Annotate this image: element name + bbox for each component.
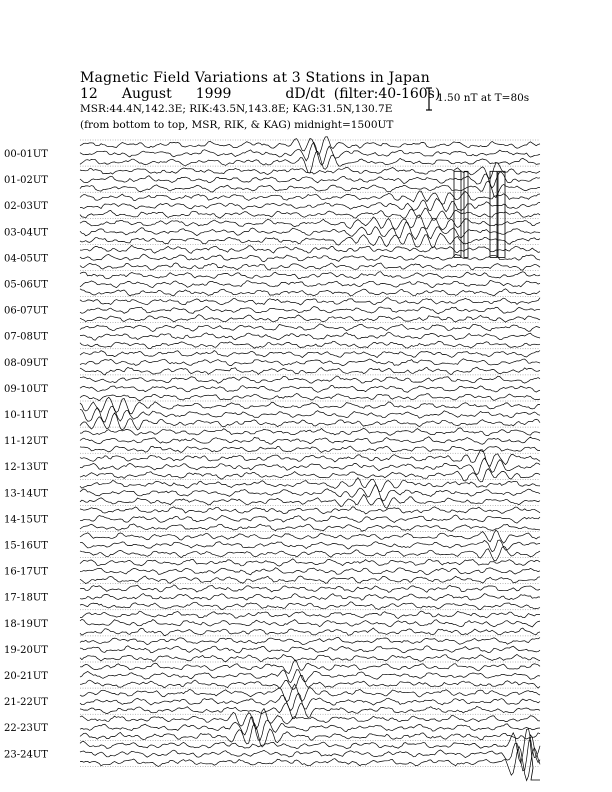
- date-day: 12: [80, 86, 98, 102]
- station-trace: [80, 324, 540, 332]
- station-trace: [80, 341, 540, 349]
- station-trace: [80, 280, 540, 287]
- station-trace: [80, 469, 540, 482]
- hour-label: 05-06UT: [4, 279, 48, 291]
- station-trace: [80, 397, 540, 414]
- station-trace: [80, 450, 540, 467]
- station-trace: [80, 576, 540, 584]
- station-trace: [80, 376, 540, 383]
- station-trace: [80, 163, 540, 179]
- station-trace: [80, 437, 540, 445]
- hour-label: 20-21UT: [4, 671, 48, 682]
- hour-label: 08-09UT: [4, 357, 48, 369]
- station-trace: [80, 628, 540, 636]
- hour-label: 10-11UT: [4, 410, 48, 421]
- station-trace: [80, 746, 540, 780]
- station-trace: [80, 530, 540, 543]
- station-trace: [80, 306, 540, 314]
- scale-bar-label: 1.50 nT at T=80s: [437, 92, 530, 104]
- station-trace: [80, 263, 540, 270]
- station-trace: [80, 446, 540, 452]
- station-trace: [80, 198, 540, 211]
- station-trace: [80, 654, 540, 661]
- station-traces: [80, 137, 540, 781]
- station-trace: [80, 693, 540, 711]
- station-trace: [80, 172, 540, 188]
- hour-label: 03-04UT: [4, 227, 48, 239]
- hour-label: 18-19UT: [4, 618, 48, 630]
- station-trace: [80, 611, 540, 619]
- date-month: August: [121, 86, 172, 102]
- station-trace: [80, 332, 540, 340]
- station-trace: [80, 568, 540, 575]
- station-trace: [80, 315, 540, 322]
- filter-label: (filter:40-160s): [333, 86, 441, 102]
- station-trace: [80, 386, 540, 393]
- stations-info: MSR:44.4N,142.3E; RIK:43.5N,143.8E; KAG:31.5N,130.7E: [80, 103, 393, 115]
- station-trace: [80, 359, 540, 366]
- station-trace: [80, 646, 540, 653]
- station-trace: [80, 191, 540, 204]
- date-year: 1999: [195, 86, 232, 102]
- hour-label: 04-05UT: [4, 253, 48, 265]
- station-trace: [80, 254, 540, 262]
- station-trace: [80, 703, 540, 719]
- station-trace: [80, 215, 540, 230]
- station-trace: [80, 524, 540, 531]
- station-trace: [80, 602, 540, 610]
- hour-label: 12-13UT: [4, 462, 48, 474]
- hour-labels: [4, 149, 48, 760]
- station-trace: [80, 585, 540, 593]
- hour-grid: [80, 140, 540, 766]
- station-trace: [80, 137, 540, 155]
- hour-label: 22-23UT: [4, 723, 48, 735]
- station-trace: [80, 406, 540, 422]
- hour-label: 01-02UT: [4, 175, 48, 187]
- hour-label: 09-10UT: [4, 383, 48, 395]
- station-trace: [80, 351, 540, 358]
- station-trace: [80, 638, 540, 645]
- hour-label: 07-08UT: [4, 331, 48, 343]
- station-trace: [80, 594, 540, 601]
- station-trace: [80, 298, 540, 305]
- hour-label: 17-18UT: [4, 592, 48, 604]
- station-trace: [80, 540, 540, 552]
- station-trace: [80, 684, 540, 701]
- component-label: dD/dt: [285, 86, 325, 102]
- hour-label: 15-16UT: [4, 540, 48, 552]
- station-trace: [80, 428, 540, 436]
- hour-label: 23-24UT: [4, 749, 48, 761]
- station-trace: [80, 717, 540, 740]
- hour-label: 06-07UT: [4, 305, 48, 317]
- station-trace: [80, 559, 540, 566]
- station-trace: [80, 485, 540, 501]
- hour-label: 19-20UT: [4, 644, 48, 656]
- station-trace: [80, 507, 540, 514]
- station-trace: [80, 151, 540, 173]
- hour-label: 13-14UT: [4, 488, 48, 500]
- station-trace: [80, 495, 540, 509]
- hour-label: 14-15UT: [4, 514, 48, 526]
- station-trace: [80, 222, 540, 239]
- spike-box: [464, 171, 468, 257]
- hour-label: 00-01UT: [4, 149, 48, 160]
- hour-label: 11-12UT: [4, 436, 48, 448]
- hour-label: 02-03UT: [4, 201, 48, 213]
- station-trace: [80, 272, 540, 279]
- station-trace: [80, 670, 540, 683]
- hour-label: 21-22UT: [4, 697, 48, 709]
- station-trace: [80, 245, 540, 253]
- order-note: (from bottom to top, MSR, RIK, & KAG) midnight=1500UT: [80, 119, 394, 131]
- station-trace: [80, 619, 540, 627]
- station-trace: [80, 367, 540, 375]
- station-trace: [80, 394, 540, 401]
- station-trace: [80, 478, 540, 492]
- station-trace: [80, 729, 540, 763]
- station-trace: [80, 546, 540, 561]
- station-trace: [80, 515, 540, 523]
- hour-label: 16-17UT: [4, 566, 48, 578]
- station-trace: [80, 289, 540, 296]
- chart-title: Magnetic Field Variations at 3 Stations in Japan: [80, 70, 430, 86]
